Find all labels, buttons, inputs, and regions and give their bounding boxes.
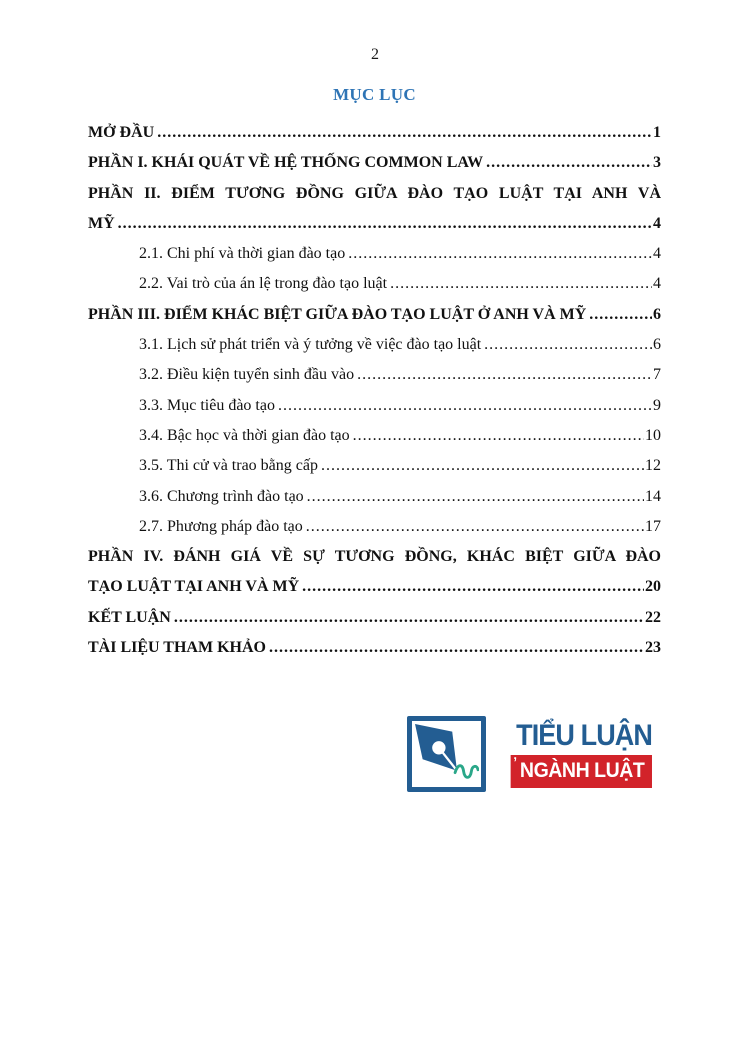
- toc-entry-label: 3.5. Thi cử và trao bằng cấp: [139, 457, 318, 475]
- toc-entry: [88, 421, 661, 451]
- tieu-luan-logo: [407, 716, 652, 792]
- toc-page-number: 23: [645, 639, 661, 657]
- toc-page-number: 4: [653, 245, 661, 263]
- toc-entry-label: 2.1. Chi phí và thời gian đào tạo: [139, 245, 346, 263]
- toc-entry-label: MỸ: [88, 214, 115, 232]
- dot-leader: [357, 360, 652, 390]
- table-of-contents: [88, 84, 661, 663]
- toc-page-number: 1: [653, 124, 661, 141]
- toc-entry: [88, 542, 661, 572]
- logo-title: TIỂU LUẬN: [515, 719, 652, 752]
- dot-leader: [302, 572, 644, 602]
- toc-page-number: 6: [653, 336, 661, 354]
- dot-leader: [348, 239, 652, 269]
- dot-leader: [269, 633, 644, 663]
- dot-leader: [174, 603, 644, 633]
- toc-entry: [88, 633, 661, 663]
- toc-entry: [88, 209, 661, 239]
- logo-text-block: [500, 720, 652, 788]
- toc-entry-label: 3.1. Lịch sử phát triển và ý tưởng về việc đào tạo luật: [139, 336, 482, 354]
- logo-badge: [511, 755, 652, 788]
- toc-page-number: 12: [645, 457, 661, 475]
- dot-leader: [307, 482, 644, 512]
- dot-leader: [486, 148, 652, 178]
- toc-page-number: 14: [645, 487, 661, 505]
- dot-leader: [589, 300, 652, 330]
- dot-leader: [306, 512, 644, 542]
- toc-page-number: 3: [653, 154, 661, 172]
- page-number: 2: [371, 46, 379, 63]
- toc-entry: [88, 451, 661, 481]
- dot-leader: [278, 391, 652, 421]
- dot-leader: [484, 330, 652, 360]
- toc-entry-label: MỞ ĐẦU: [88, 124, 155, 141]
- toc-entry: [88, 360, 661, 390]
- toc-entry: [88, 512, 661, 542]
- toc-entry: [88, 330, 661, 360]
- toc-page-number: 7: [653, 366, 661, 384]
- toc-page-number: 9: [653, 396, 661, 414]
- toc-entry-label: 3.6. Chương trình đào tạo: [139, 487, 304, 505]
- toc-page-number: 10: [645, 426, 661, 444]
- toc-entry-label: PHẦN III. ĐIỂM KHÁC BIỆT GIỮA ĐÀO TẠO LUẬT Ở ANH VÀ MỸ: [88, 305, 587, 323]
- toc-entry: [88, 391, 661, 421]
- toc-entry: [88, 179, 661, 209]
- toc-page-number: 6: [653, 305, 661, 323]
- toc-page-number: 17: [645, 517, 661, 535]
- dot-leader: [321, 451, 644, 481]
- toc-entry-label: 3.3. Mục tiêu đào tạo: [139, 396, 275, 414]
- logo-badge-label: NGÀNH LUẬT: [519, 759, 645, 782]
- toc-entry-label: PHẦN I. KHÁI QUÁT VỀ HỆ THỐNG COMMON LAW: [88, 154, 484, 172]
- dot-leader: [390, 269, 652, 299]
- toc-entry: [88, 269, 661, 299]
- toc-title: MỤC LỤC: [333, 85, 416, 104]
- toc-entry: [88, 572, 661, 602]
- toc-entry: [88, 118, 661, 148]
- toc-page-number: 22: [645, 608, 661, 626]
- toc-entry-label: 2.7. Phương pháp đào tạo: [139, 517, 303, 535]
- toc-entry-label: PHẦN IV. ĐÁNH GIÁ VỀ SỰ TƯƠNG ĐỒNG, KHÁC BIỆT GIỮA ĐÀO: [88, 548, 661, 566]
- toc-page-number: 20: [645, 578, 661, 596]
- toc-entry: [88, 603, 661, 633]
- quote-tick-icon: ʼ: [513, 754, 517, 770]
- toc-entry: [88, 300, 661, 330]
- toc-entry-label: KẾT LUẬN: [88, 608, 171, 626]
- toc-entry: [88, 148, 661, 178]
- toc-entry-label: PHẦN II. ĐIỂM TƯƠNG ĐỒNG GIỮA ĐÀO TẠO LUẬT TẠI ANH VÀ: [88, 184, 661, 202]
- toc-entry-label: 2.2. Vai trò của án lệ trong đào tạo luật: [139, 275, 388, 293]
- toc-entry: [88, 239, 661, 269]
- toc-entry-label: 3.4. Bậc học và thời gian đào tạo: [139, 426, 350, 444]
- dot-leader: [353, 421, 644, 451]
- dot-leader: [118, 209, 652, 239]
- toc-page-number: 4: [653, 275, 661, 293]
- pen-nib-icon: [407, 716, 486, 792]
- dot-leader: [157, 118, 652, 148]
- toc-page-number: 4: [653, 214, 661, 232]
- toc-entry: [88, 482, 661, 512]
- toc-entry-label: 3.2. Điều kiện tuyển sinh đầu vào: [139, 366, 355, 384]
- toc-entry-label: TẠO LUẬT TẠI ANH VÀ MỸ: [88, 578, 300, 596]
- toc-entry-label: TÀI LIỆU THAM KHẢO: [88, 639, 266, 657]
